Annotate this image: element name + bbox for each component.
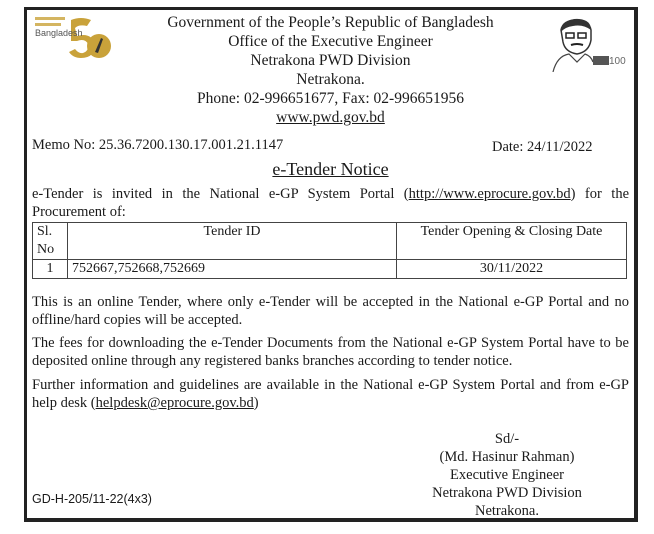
header-sl-line1: Sl. — [37, 224, 53, 239]
header-city: Netrakona. — [296, 71, 365, 88]
memo-date: Date: 24/11/2022 — [492, 139, 593, 155]
online-tender-paragraph: This is an online Tender, where only e-Tender will be accepted in the National e-GP Portal and no offline/hard copies will be accepted. — [32, 294, 629, 328]
cell-sl: 1 — [33, 260, 68, 279]
header-government: Government of the People’s Republic of Bangladesh — [167, 14, 494, 31]
cell-tender-id: 752667,752668,752669 — [68, 260, 397, 279]
cell-date: 30/11/2022 — [397, 260, 627, 279]
memo-number: Memo No: 25.36.7200.130.17.001.21.1147 — [32, 137, 284, 153]
intro-text: e-Tender is invited in the National e-GP System Portal ( — [32, 186, 409, 202]
helpdesk-email-link[interactable]: helpdesk@eprocure.gov.bd — [95, 395, 254, 411]
notice-title: e-Tender Notice — [272, 159, 389, 179]
signature-name: (Md. Hasinur Rahman) — [439, 449, 575, 465]
table-header-row — [33, 223, 627, 260]
signature-sd: Sd/- — [494, 431, 520, 447]
intro-paragraph — [32, 185, 629, 221]
eprocure-link[interactable]: http://www.eprocure.gov.bd — [408, 186, 571, 202]
signature-office: Netrakona PWD Division — [432, 485, 582, 501]
notice-frame — [24, 7, 638, 522]
header-date: Tender Opening & Closing Date — [397, 223, 627, 260]
signature-designation: Executive Engineer — [450, 467, 564, 483]
header-sl-no — [33, 223, 68, 260]
header-tender-id: Tender ID — [68, 223, 397, 260]
mujib-100-number: 100 — [609, 56, 626, 67]
header-contact: Phone: 02-996651677, Fax: 02-996651956 — [197, 90, 464, 107]
website-link[interactable]: www.pwd.gov.bd — [276, 109, 385, 126]
info-text: Further information and guidelines are available in the National e-GP System Portal and from e-GP help desk ( — [32, 377, 629, 411]
info-text-end: ) — [253, 395, 259, 411]
info-paragraph — [32, 376, 629, 412]
fees-paragraph: The fees for downloading the e-Tender Documents from the National e-GP System Portal have to be deposited online through any registered banks branches according to tender notice. — [32, 335, 629, 369]
header-office: Office of the Executive Engineer — [228, 33, 433, 50]
intro-text-end: ) for the Procurement of: — [32, 186, 630, 220]
advertisement-code: GD-H-205/11-22(4x3) — [32, 492, 152, 506]
header-division: Netrakona PWD Division — [250, 52, 411, 69]
bangladesh-logo-text: Bangladesh — [35, 28, 83, 38]
header-sl-line2: No — [37, 242, 55, 257]
signature-place: Netrakona. — [474, 503, 539, 519]
tender-table — [32, 222, 627, 279]
table-row — [33, 260, 627, 279]
